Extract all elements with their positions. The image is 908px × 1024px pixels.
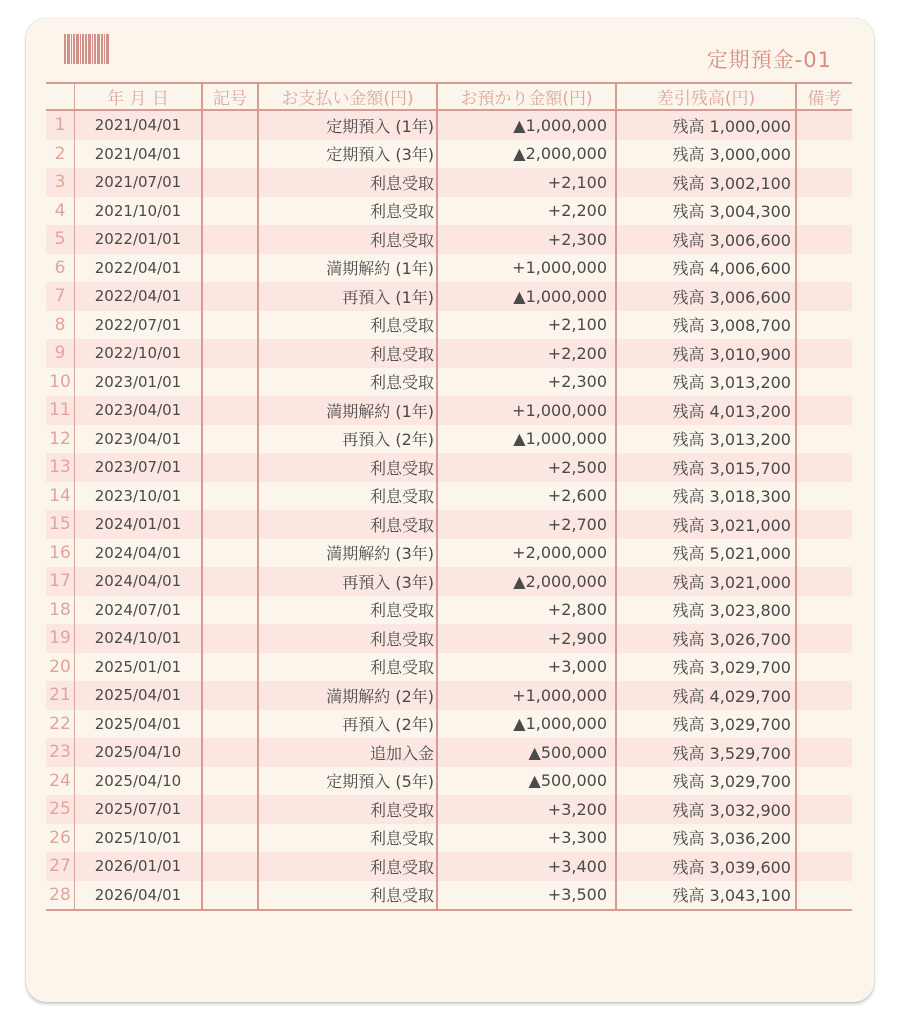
- table-row: [46, 254, 852, 283]
- ledger-table: [46, 82, 852, 911]
- row-deposit: +2,100: [436, 168, 615, 197]
- row-code: [201, 881, 257, 910]
- table-row: [46, 596, 852, 625]
- row-balance: 残高 3,529,700: [615, 738, 795, 767]
- row-date: 2025/04/10: [74, 767, 201, 796]
- row-payment: 追加入金: [257, 738, 436, 767]
- row-note: [795, 710, 852, 739]
- row-payment: 満期解約 (1年): [257, 254, 436, 283]
- row-number: 26: [49, 827, 71, 848]
- row-note: [795, 396, 852, 425]
- row-date: 2023/04/01: [74, 396, 201, 425]
- row-date: 2025/04/01: [74, 681, 201, 710]
- table-row: [46, 111, 852, 140]
- row-date: 2023/04/01: [74, 425, 201, 454]
- row-code: [201, 140, 257, 169]
- row-date: 2026/01/01: [74, 852, 201, 881]
- row-deposit: +2,200: [436, 339, 615, 368]
- row-balance: 残高 3,043,100: [615, 881, 795, 910]
- row-deposit: +2,200: [436, 197, 615, 226]
- row-number: 24: [49, 770, 71, 791]
- row-deposit: +1,000,000: [436, 396, 615, 425]
- row-deposit: +2,300: [436, 368, 615, 397]
- row-balance: 残高 4,029,700: [615, 681, 795, 710]
- header-payment: お支払い金額(円): [257, 84, 436, 109]
- row-date: 2023/10/01: [74, 482, 201, 511]
- row-code: [201, 425, 257, 454]
- row-number: 5: [54, 229, 66, 250]
- header-no: [46, 84, 74, 109]
- table-row: [46, 282, 852, 311]
- row-note: [795, 510, 852, 539]
- row-deposit: +2,600: [436, 482, 615, 511]
- table-row: [46, 738, 852, 767]
- row-balance: 残高 3,032,900: [615, 795, 795, 824]
- row-note: [795, 282, 852, 311]
- row-payment: 再預入 (1年): [257, 282, 436, 311]
- row-number: 6: [54, 257, 66, 278]
- row-payment: 利息受取: [257, 852, 436, 881]
- row-code: [201, 111, 257, 140]
- row-code: [201, 795, 257, 824]
- table-row: [46, 510, 852, 539]
- row-note: [795, 539, 852, 568]
- row-payment: 再預入 (2年): [257, 710, 436, 739]
- row-date: 2022/07/01: [74, 311, 201, 340]
- row-deposit: +1,000,000: [436, 681, 615, 710]
- row-deposit: +3,300: [436, 824, 615, 853]
- row-date: 2025/07/01: [74, 795, 201, 824]
- row-payment: 利息受取: [257, 510, 436, 539]
- ledger-bottom-rule: [46, 909, 852, 911]
- row-code: [201, 624, 257, 653]
- row-code: [201, 282, 257, 311]
- row-code: [201, 168, 257, 197]
- row-payment: 利息受取: [257, 339, 436, 368]
- table-row: [46, 567, 852, 596]
- row-balance: 残高 3,006,600: [615, 225, 795, 254]
- row-number: 25: [49, 799, 71, 820]
- row-balance: 残高 5,021,000: [615, 539, 795, 568]
- row-deposit: ▲2,000,000: [436, 567, 615, 596]
- row-deposit: +3,200: [436, 795, 615, 824]
- row-balance: 残高 3,000,000: [615, 140, 795, 169]
- row-number: 12: [49, 428, 71, 449]
- row-balance: 残高 3,023,800: [615, 596, 795, 625]
- row-payment: 利息受取: [257, 311, 436, 340]
- table-row: [46, 396, 852, 425]
- row-date: 2022/04/01: [74, 282, 201, 311]
- row-note: [795, 225, 852, 254]
- row-code: [201, 510, 257, 539]
- row-balance: 残高 3,021,000: [615, 510, 795, 539]
- row-code: [201, 453, 257, 482]
- row-payment: 再預入 (2年): [257, 425, 436, 454]
- row-note: [795, 738, 852, 767]
- row-balance: 残高 3,013,200: [615, 425, 795, 454]
- row-code: [201, 653, 257, 682]
- row-payment: 満期解約 (2年): [257, 681, 436, 710]
- row-code: [201, 767, 257, 796]
- table-row: [46, 653, 852, 682]
- row-date: 2023/01/01: [74, 368, 201, 397]
- row-number: 21: [49, 685, 71, 706]
- row-note: [795, 339, 852, 368]
- row-balance: 残高 3,021,000: [615, 567, 795, 596]
- row-date: 2025/04/10: [74, 738, 201, 767]
- row-deposit: +2,000,000: [436, 539, 615, 568]
- row-date: 2021/10/01: [74, 197, 201, 226]
- row-balance: 残高 1,000,000: [615, 111, 795, 140]
- row-payment: 定期預入 (3年): [257, 140, 436, 169]
- row-date: 2021/04/01: [74, 111, 201, 140]
- row-date: 2024/07/01: [74, 596, 201, 625]
- row-payment: 利息受取: [257, 653, 436, 682]
- row-deposit: +1,000,000: [436, 254, 615, 283]
- row-date: 2024/04/01: [74, 567, 201, 596]
- table-row: [46, 539, 852, 568]
- row-number: 10: [49, 371, 71, 392]
- ledger-header-row: [46, 82, 852, 111]
- row-number: 19: [49, 628, 71, 649]
- row-deposit: +3,000: [436, 653, 615, 682]
- row-date: 2025/10/01: [74, 824, 201, 853]
- row-note: [795, 168, 852, 197]
- row-note: [795, 368, 852, 397]
- row-note: [795, 653, 852, 682]
- row-payment: 利息受取: [257, 624, 436, 653]
- barcode-icon: [64, 34, 110, 64]
- row-balance: 残高 3,006,600: [615, 282, 795, 311]
- row-date: 2026/04/01: [74, 881, 201, 910]
- row-deposit: +2,300: [436, 225, 615, 254]
- row-deposit: ▲500,000: [436, 767, 615, 796]
- row-code: [201, 596, 257, 625]
- row-number: 11: [49, 400, 71, 421]
- row-number: 28: [49, 884, 71, 905]
- row-deposit: ▲1,000,000: [436, 710, 615, 739]
- row-date: 2024/10/01: [74, 624, 201, 653]
- row-payment: 利息受取: [257, 482, 436, 511]
- row-code: [201, 681, 257, 710]
- row-deposit: ▲1,000,000: [436, 111, 615, 140]
- row-number: 9: [54, 343, 66, 364]
- header-note: 備考: [795, 84, 852, 109]
- row-number: 2: [54, 143, 66, 164]
- row-note: [795, 852, 852, 881]
- table-row: [46, 425, 852, 454]
- row-number: 4: [54, 200, 66, 221]
- row-note: [795, 140, 852, 169]
- row-code: [201, 225, 257, 254]
- row-note: [795, 311, 852, 340]
- table-row: [46, 339, 852, 368]
- row-date: 2025/04/01: [74, 710, 201, 739]
- row-balance: 残高 3,026,700: [615, 624, 795, 653]
- row-number: 7: [54, 286, 66, 307]
- row-number: 3: [54, 172, 66, 193]
- table-row: [46, 168, 852, 197]
- row-code: [201, 311, 257, 340]
- row-balance: 残高 3,029,700: [615, 710, 795, 739]
- row-number: 8: [54, 314, 66, 335]
- row-deposit: ▲1,000,000: [436, 425, 615, 454]
- table-row: [46, 482, 852, 511]
- row-note: [795, 596, 852, 625]
- row-date: 2024/04/01: [74, 539, 201, 568]
- row-payment: 再預入 (3年): [257, 567, 436, 596]
- row-code: [201, 824, 257, 853]
- row-code: [201, 482, 257, 511]
- row-balance: 残高 3,039,600: [615, 852, 795, 881]
- row-payment: 利息受取: [257, 225, 436, 254]
- row-code: [201, 197, 257, 226]
- row-note: [795, 567, 852, 596]
- row-date: 2022/01/01: [74, 225, 201, 254]
- row-deposit: +3,500: [436, 881, 615, 910]
- table-row: [46, 311, 852, 340]
- row-number: 23: [49, 742, 71, 763]
- row-date: 2025/01/01: [74, 653, 201, 682]
- row-deposit: ▲500,000: [436, 738, 615, 767]
- table-row: [46, 710, 852, 739]
- table-row: [46, 453, 852, 482]
- row-deposit: +2,100: [436, 311, 615, 340]
- row-number: 20: [49, 656, 71, 677]
- row-balance: 残高 3,018,300: [615, 482, 795, 511]
- row-payment: 利息受取: [257, 453, 436, 482]
- row-note: [795, 254, 852, 283]
- row-note: [795, 681, 852, 710]
- row-date: 2023/07/01: [74, 453, 201, 482]
- row-date: 2022/04/01: [74, 254, 201, 283]
- row-date: 2021/04/01: [74, 140, 201, 169]
- table-row: [46, 881, 852, 910]
- row-balance: 残高 3,036,200: [615, 824, 795, 853]
- row-balance: 残高 3,013,200: [615, 368, 795, 397]
- row-note: [795, 482, 852, 511]
- row-code: [201, 368, 257, 397]
- row-date: 2022/10/01: [74, 339, 201, 368]
- row-code: [201, 738, 257, 767]
- passbook-page: [26, 18, 874, 1002]
- row-number: 18: [49, 599, 71, 620]
- row-balance: 残高 4,013,200: [615, 396, 795, 425]
- header-code: 記号: [201, 84, 257, 109]
- row-code: [201, 339, 257, 368]
- row-code: [201, 396, 257, 425]
- row-balance: 残高 3,015,700: [615, 453, 795, 482]
- header-date: 年 月 日: [74, 84, 201, 109]
- row-payment: 利息受取: [257, 197, 436, 226]
- row-date: 2021/07/01: [74, 168, 201, 197]
- row-payment: 定期預入 (5年): [257, 767, 436, 796]
- row-note: [795, 425, 852, 454]
- row-balance: 残高 3,004,300: [615, 197, 795, 226]
- row-payment: 満期解約 (1年): [257, 396, 436, 425]
- row-note: [795, 453, 852, 482]
- row-note: [795, 624, 852, 653]
- row-date: 2024/01/01: [74, 510, 201, 539]
- row-code: [201, 254, 257, 283]
- row-note: [795, 795, 852, 824]
- row-payment: 利息受取: [257, 795, 436, 824]
- row-number: 14: [49, 485, 71, 506]
- row-code: [201, 852, 257, 881]
- table-row: [46, 767, 852, 796]
- row-number: 17: [49, 571, 71, 592]
- table-row: [46, 140, 852, 169]
- row-deposit: +3,400: [436, 852, 615, 881]
- row-code: [201, 710, 257, 739]
- table-row: [46, 624, 852, 653]
- header-deposit: お預かり金額(円): [436, 84, 615, 109]
- table-row: [46, 225, 852, 254]
- row-payment: 利息受取: [257, 596, 436, 625]
- table-row: [46, 681, 852, 710]
- row-balance: 残高 4,006,600: [615, 254, 795, 283]
- header-balance: 差引残高(円): [615, 84, 795, 109]
- table-row: [46, 368, 852, 397]
- table-row: [46, 197, 852, 226]
- row-balance: 残高 3,010,900: [615, 339, 795, 368]
- row-payment: 満期解約 (3年): [257, 539, 436, 568]
- row-number: 1: [54, 115, 66, 136]
- row-note: [795, 767, 852, 796]
- row-payment: 利息受取: [257, 824, 436, 853]
- row-note: [795, 881, 852, 910]
- row-balance: 残高 3,008,700: [615, 311, 795, 340]
- row-payment: 定期預入 (1年): [257, 111, 436, 140]
- row-note: [795, 111, 852, 140]
- row-payment: 利息受取: [257, 881, 436, 910]
- row-number: 13: [49, 457, 71, 478]
- row-deposit: +2,700: [436, 510, 615, 539]
- row-code: [201, 567, 257, 596]
- row-payment: 利息受取: [257, 368, 436, 397]
- row-deposit: ▲2,000,000: [436, 140, 615, 169]
- row-note: [795, 824, 852, 853]
- row-deposit: +2,800: [436, 596, 615, 625]
- table-row: [46, 852, 852, 881]
- row-balance: 残高 3,002,100: [615, 168, 795, 197]
- row-balance: 残高 3,029,700: [615, 767, 795, 796]
- row-number: 15: [49, 514, 71, 535]
- row-payment: 利息受取: [257, 168, 436, 197]
- row-deposit: +2,500: [436, 453, 615, 482]
- table-row: [46, 824, 852, 853]
- passbook-title: 定期預金-01: [706, 48, 832, 72]
- row-deposit: ▲1,000,000: [436, 282, 615, 311]
- row-number: 22: [49, 713, 71, 734]
- ledger-body: [46, 111, 852, 909]
- row-note: [795, 197, 852, 226]
- row-deposit: +2,900: [436, 624, 615, 653]
- row-code: [201, 539, 257, 568]
- row-balance: 残高 3,029,700: [615, 653, 795, 682]
- row-number: 27: [49, 856, 71, 877]
- row-number: 16: [49, 542, 71, 563]
- table-row: [46, 795, 852, 824]
